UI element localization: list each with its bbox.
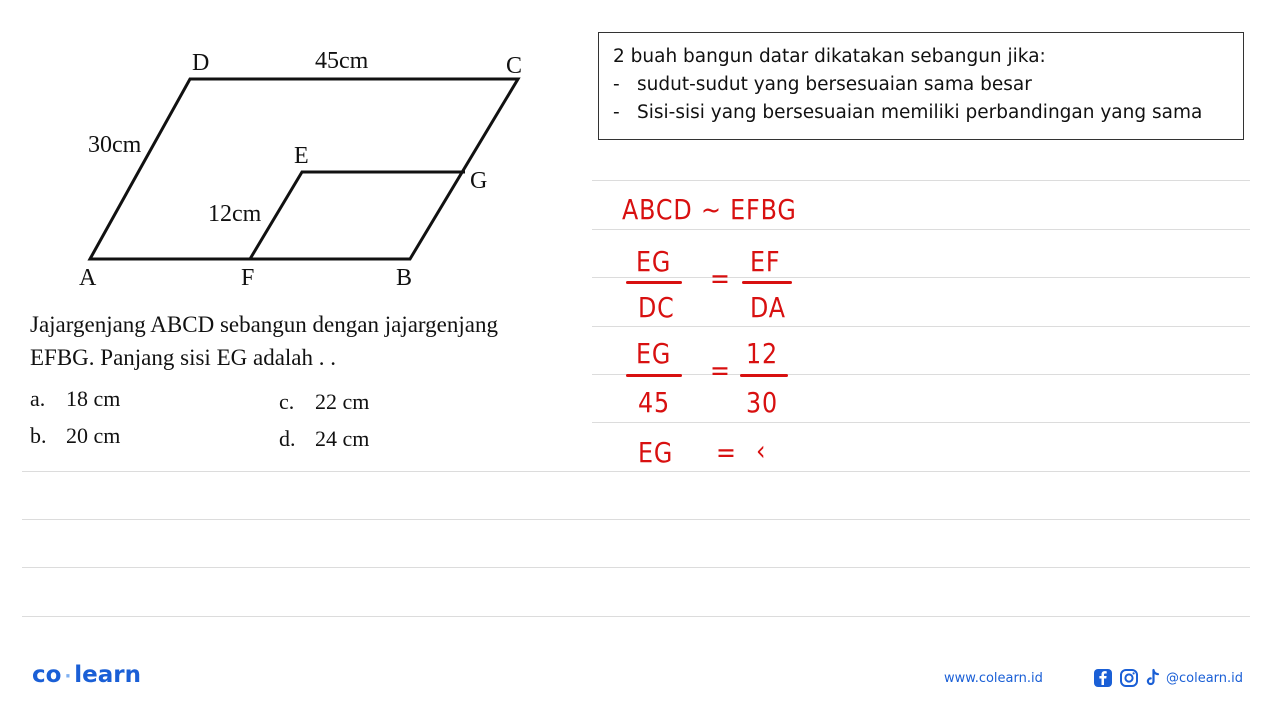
ruled-line — [592, 326, 1250, 327]
footer-url[interactable]: www.colearn.id — [944, 671, 1043, 686]
question-text — [30, 308, 590, 374]
handwritten-denominator: 45 — [638, 386, 670, 419]
ruled-line — [592, 180, 1250, 181]
facebook-icon[interactable] — [1093, 668, 1113, 688]
option-text: 20 cm — [66, 423, 121, 448]
ruled-line — [22, 616, 1250, 617]
option-c — [279, 389, 369, 415]
vertex-label-a: A — [79, 265, 97, 291]
parallelogram-figure — [0, 0, 600, 300]
ruled-line — [22, 567, 1250, 568]
fraction-bar — [626, 374, 682, 377]
handwritten-equals: = — [710, 354, 731, 387]
rule-item-text: Sisi-sisi yang bersesuaian memiliki perbandingan yang sama — [637, 102, 1203, 123]
parallelogram-abcd — [90, 79, 518, 259]
rule-item-text: sudut-sudut yang bersesuaian sama besar — [637, 74, 1032, 95]
handwritten-numerator: EF — [750, 245, 781, 278]
ruled-line — [592, 229, 1250, 230]
rule-heading: 2 buah bangun datar dikatakan sebangun jika: — [613, 46, 1046, 67]
fraction-bar — [742, 281, 792, 284]
option-letter: b. — [30, 423, 47, 448]
handwritten-denominator: DC — [638, 291, 675, 324]
handwritten-numerator: 12 — [746, 337, 778, 370]
tiktok-icon[interactable] — [1143, 668, 1163, 688]
fraction-bar — [740, 374, 788, 377]
ruled-line — [592, 374, 1250, 375]
option-letter: a. — [30, 386, 46, 411]
option-d — [279, 426, 369, 452]
option-text: 22 cm — [315, 389, 370, 414]
length-label-ef: 12cm — [208, 201, 262, 227]
logo-dot: · — [64, 666, 72, 687]
handwritten-result-lhs: EG — [638, 436, 674, 469]
handwritten-numerator: EG — [636, 245, 672, 278]
vertex-label-g: G — [470, 168, 488, 194]
similarity-rule-box — [598, 32, 1244, 140]
colearn-logo — [32, 662, 141, 688]
parallelogram-efbg — [250, 172, 465, 259]
vertex-label-c: C — [506, 53, 523, 79]
vertex-label-e: E — [294, 143, 309, 169]
handwritten-numerator: EG — [636, 337, 672, 370]
vertex-label-f: F — [241, 265, 255, 291]
ruled-line — [22, 519, 1250, 520]
handwritten-result-rhs: ‹ — [756, 434, 767, 467]
handwritten-equals: = — [716, 436, 737, 469]
vertex-label-d: D — [192, 50, 210, 76]
option-text: 24 cm — [315, 426, 370, 451]
rule-item — [613, 71, 1229, 99]
handwritten-equals: = — [710, 262, 731, 295]
ruled-line — [592, 277, 1250, 278]
option-b — [30, 423, 120, 449]
option-letter: c. — [279, 389, 295, 414]
question-line: EFBG. Panjang sisi EG adalah . . — [30, 345, 336, 370]
handwritten-similarity: ABCD ~ EFBG — [622, 193, 797, 226]
logo-part: learn — [74, 662, 142, 688]
fraction-bar — [626, 281, 682, 284]
handwritten-denominator: DA — [750, 291, 786, 324]
question-line: Jajargenjang ABCD sebangun dengan jajargenjang — [30, 312, 498, 337]
vertex-label-b: B — [396, 265, 413, 291]
ruled-line — [22, 471, 1250, 472]
length-label-da: 30cm — [88, 132, 142, 158]
option-letter: d. — [279, 426, 296, 451]
rule-bullet: - — [613, 74, 620, 95]
ruled-line — [592, 422, 1250, 423]
option-a — [30, 386, 120, 412]
instagram-icon[interactable] — [1119, 668, 1139, 688]
length-label-dc: 45cm — [315, 48, 369, 74]
logo-part: co — [32, 662, 62, 688]
handwritten-denominator: 30 — [746, 386, 778, 419]
rule-bullet: - — [613, 102, 620, 123]
option-text: 18 cm — [66, 386, 121, 411]
rule-item — [613, 99, 1229, 127]
footer-handle[interactable]: @colearn.id — [1166, 671, 1244, 686]
